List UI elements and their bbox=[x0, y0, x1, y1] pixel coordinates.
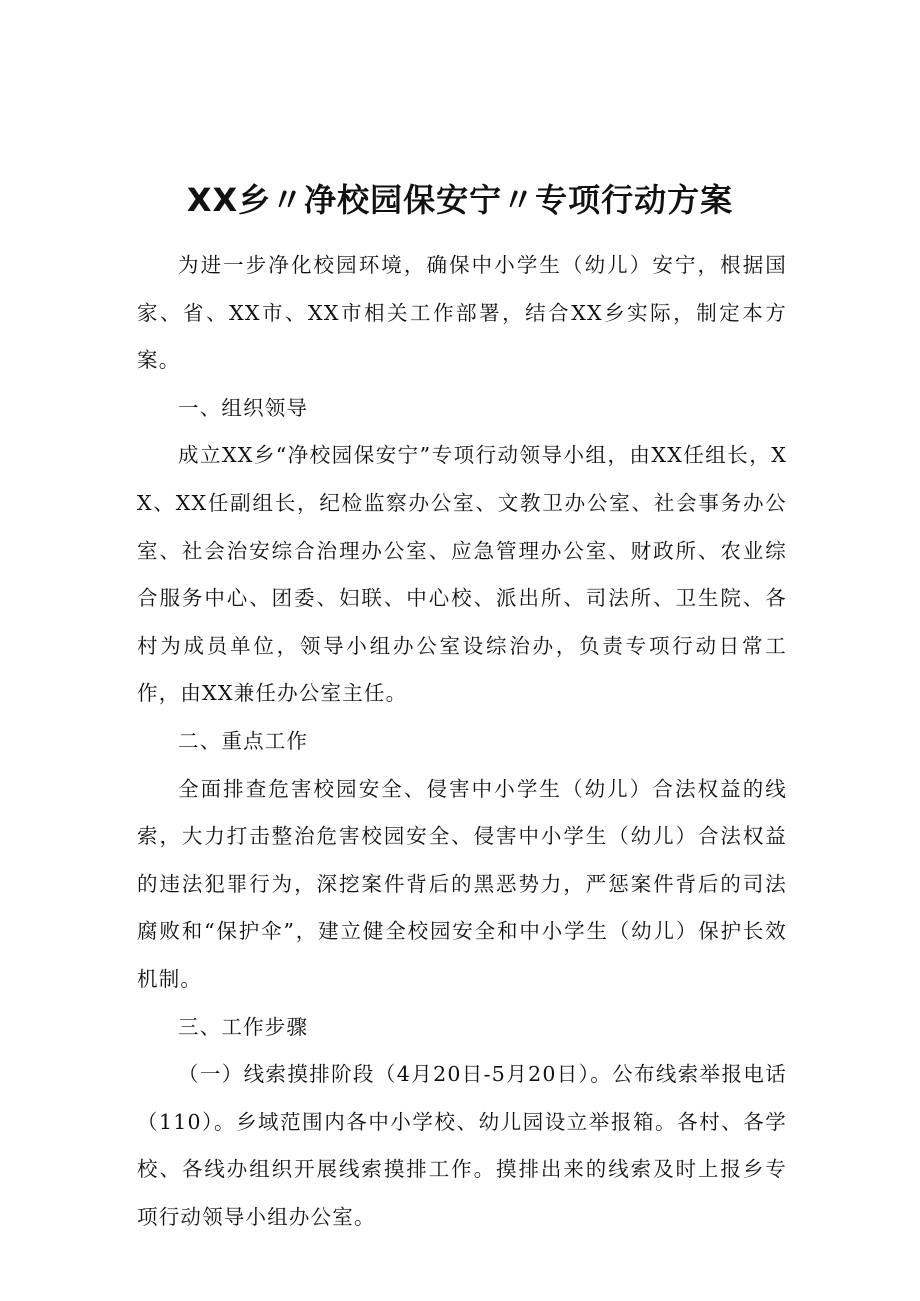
intro-paragraph: 为进一步净化校园环境，确保中小学生（幼儿）安宁，根据国家、省、XX市、XX市相关工作部署，结合XX乡实际，制定本方案。 bbox=[137, 253, 787, 373]
document-body bbox=[137, 242, 787, 1241]
section-heading-organization: 一、组织领导 bbox=[178, 395, 309, 420]
section-heading-steps: 三、工作步骤 bbox=[178, 1014, 309, 1039]
steps-paragraph: （一）线索摸排阶段（4月20日-5月20日）。公布线索举报电话（110）。乡域范围内各中小学校、幼儿园设立举报箱。各村、各学校、各线办组织开展线索摸排工作。摸排出来的线索及时上报乡专项行动领导小组办公室。 bbox=[137, 1062, 787, 1229]
section-heading-key-work: 二、重点工作 bbox=[178, 728, 309, 753]
organization-paragraph: 成立XX乡“净校园保安宁”专项行动领导小组，由XX任组长，XX、XX任副组长，纪检监察办公室、文教卫办公室、社会事务办公室、社会治安综合治理办公室、应急管理办公室、财政所、农业综合服务中心、团委、妇联、中心校、派出所、司法所、卫生院、各村为成员单位，领导小组办公室设综治办，负责专项行动日常工作，由XX兼任办公室主任。 bbox=[137, 443, 787, 706]
key-work-paragraph: 全面排查危害校园安全、侵害中小学生（幼儿）合法权益的线索，大力打击整治危害校园安全、侵害中小学生（幼儿）合法权益的违法犯罪行为，深挖案件背后的黑恶势力，严惩案件背后的司法腐败和“保护伞”，建立健全校园安全和中小学生（幼儿）保护长效机制。 bbox=[137, 776, 787, 991]
document-title: XX乡〃净校园保安宁〃专项行动方案 bbox=[186, 181, 734, 219]
